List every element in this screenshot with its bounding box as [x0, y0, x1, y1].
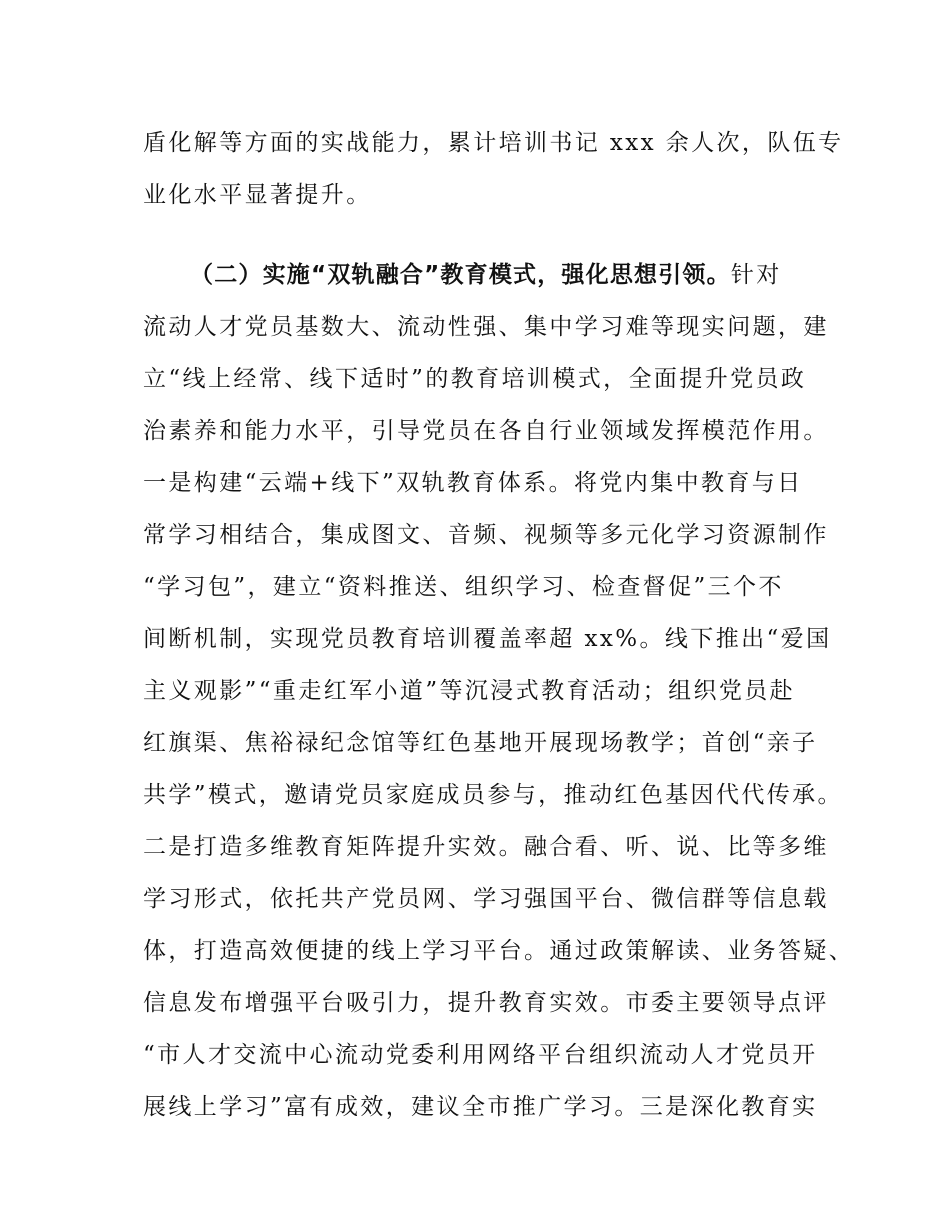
paragraph-line: 业化水平显著提升。 [143, 182, 372, 208]
paragraph-line: 二是打造多维教育矩阵提升实效。融合看、听、说、比等多维 [143, 834, 829, 860]
document-body [143, 121, 855, 1137]
paragraph-line: 流动人才党员基数大、流动性强、集中学习难等现实问题，建 [143, 314, 829, 340]
paragraph-line: 学习形式，依托共产党员网、学习强国平台、微信群等信息载 [143, 886, 829, 912]
paragraph-line: 一是构建“云端+线下”双轨教育体系。将党内集中教育与日 [143, 470, 803, 496]
paragraph-line: “学习包”，建立“资料推送、组织学习、检查督促”三个不 [143, 574, 784, 600]
heading-line-continuation: 针对 [730, 262, 782, 288]
paragraph-line: 盾化解等方面的实战能力，累计培训书记 xxx 余人次，队伍专 [143, 130, 844, 156]
paragraph-line: 主义观影”“重走红军小道”等沉浸式教育活动；组织党员赴 [143, 678, 796, 704]
paragraph-line: 常学习相结合，集成图文、音频、视频等多元化学习资源制作 [143, 522, 829, 548]
paragraph-line: 共学”模式，邀请党员家庭成员参与，推动红色基因代代传承。 [143, 782, 843, 808]
paragraph-line: 展线上学习”富有成效，建议全市推广学习。三是深化教育实 [143, 1094, 818, 1120]
paragraph-line: 立“线上经常、线下适时”的教育培训模式，全面提升党员政 [143, 366, 807, 392]
paragraph-line: 间断机制，实现党员教育培训覆盖率超 xx%。线下推出“爱国 [143, 626, 832, 652]
paragraph-gap [143, 225, 833, 253]
section-heading-line [143, 253, 833, 305]
section-heading: （二）实施“双轨融合”教育模式，强化思想引领。 [190, 262, 731, 288]
paragraph-line: 治素养和能力水平，引导党员在各自行业领域发挥模范作用。 [143, 418, 829, 444]
paragraph-line: 信息发布增强平台吸引力，提升教育实效。市委主要领导点评 [143, 990, 829, 1016]
paragraph-line: “市人才交流中心流动党委利用网络平台组织流动人才党员开 [143, 1042, 818, 1068]
paragraph-line: 红旗渠、焦裕禄纪念馆等红色基地开展现场教学；首创“亲子 [143, 730, 818, 756]
paragraph-line: 体，打造高效便捷的线上学习平台。通过政策解读、业务答疑、 [143, 938, 855, 964]
